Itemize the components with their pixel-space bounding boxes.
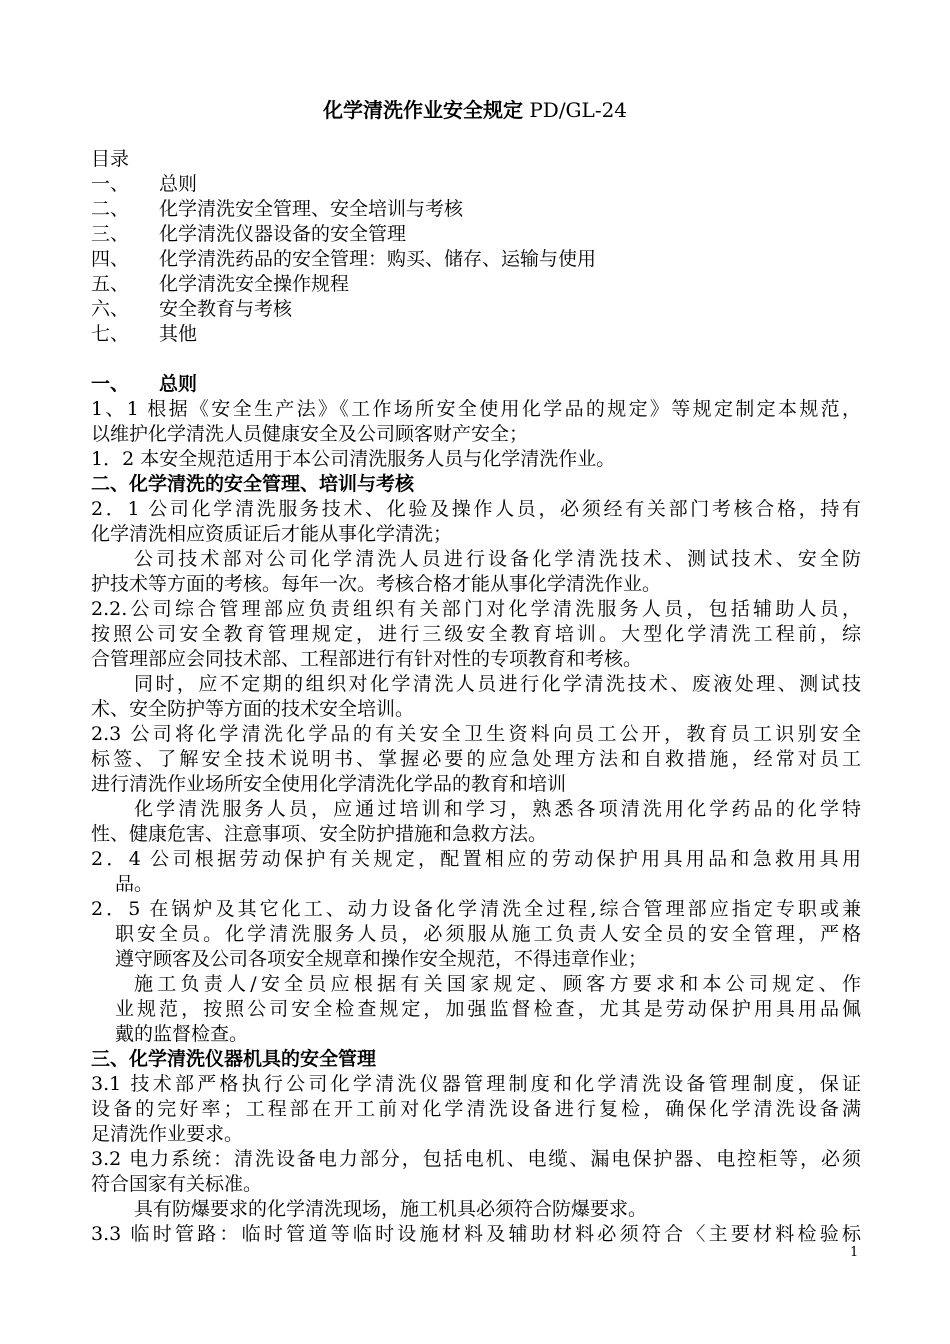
toc-item — [91, 272, 861, 297]
section-number: 一、 — [91, 373, 130, 395]
toc-item-text: 化学清洗安全管理、安全培训与考核 — [159, 198, 464, 220]
spacer — [91, 347, 861, 372]
toc-item-text: 其他 — [159, 323, 198, 345]
paragraph-line: 护技术等方面的考核。每年一次。考核合格才能从事化学清洗作业。 — [91, 573, 662, 595]
section-heading — [91, 372, 861, 397]
paragraph-line: 3.1 技术部严格执行公司化学清洗仪器管理制度和化学清洗设备管理制度，保证 — [91, 1073, 861, 1095]
toc-item-number: 五、 — [91, 273, 130, 295]
paragraph-line: 2.2.公司综合管理部应负责组织有关部门对化学清洗服务人员，包括辅助人员， — [91, 598, 861, 620]
toc-item-text: 化学清洗仪器设备的安全管理 — [159, 223, 407, 245]
paragraph-line: 3.3 临时管路：临时管道等临时设施材料及辅助材料必须符合〈主要材料检验标 — [91, 1223, 861, 1245]
section-heading: 二、化学清洗的安全管理、培训与考核 — [91, 473, 415, 495]
paragraph-line: 2．1 公司化学清洗服务技术、化验及操作人员，必须经有关部门考核合格，持有 — [91, 498, 861, 520]
paragraph-line: 化学清洗相应资质证后才能从事化学清洗； — [91, 523, 453, 545]
paragraph-line: 戴的监督检查。 — [115, 1023, 249, 1045]
paragraph-line: 按照公司安全教育管理规定，进行三级安全教育培训。大型化学清洗工程前，综 — [91, 623, 861, 645]
paragraph-line: 2.3 公司将化学清洗化学品的有关安全卫生资料向员工公开，教育员工识别安全 — [91, 723, 861, 745]
toc-heading: 目录 — [91, 148, 130, 170]
paragraph-line: 具有防爆要求的化学清洗现场，施工机具必须符合防爆要求。 — [134, 1198, 648, 1220]
paragraph-line: 以维护化学清洗人员健康安全及公司顾客财产安全； — [91, 423, 529, 445]
section-title: 总则 — [159, 373, 198, 395]
toc-item — [91, 222, 861, 247]
paragraph-line: 3.2 电力系统：清洗设备电力部分，包括电机、电缆、漏电保护器、电控柜等，必须 — [91, 1148, 861, 1170]
paragraph-line: 遵守顾客及公司各项安全规章和操作安全规范，不得违章作业； — [115, 948, 648, 970]
toc-item-number: 一、 — [91, 173, 130, 195]
paragraph-line: 1、1 根据《安全生产法》《工作场所安全使用化学品的规定》等规定制定本规范， — [91, 398, 861, 420]
paragraph-line: 2．4 公司根据劳动保护有关规定，配置相应的劳动保护用具用品和急救用具用 — [91, 848, 861, 870]
paragraph-line: 标签、了解安全技术说明书、掌握必要的应急处理方法和自救措施，经常对员工 — [91, 748, 861, 770]
toc-item — [91, 172, 861, 197]
toc-item-number: 六、 — [91, 298, 130, 320]
paragraph-line: 化学清洗服务人员，应通过培训和学习，熟悉各项清洗用化学药品的化学特 — [134, 798, 861, 820]
toc-item — [91, 322, 861, 347]
paragraph-line: 2．5 在锅炉及其它化工、动力设备化学清洗全过程,综合管理部应指定专职或兼 — [91, 898, 861, 920]
paragraph-line: 1．2 本安全规范适用于本公司清洗服务人员与化学清洗作业。 — [91, 448, 616, 470]
toc-item-number: 三、 — [91, 223, 130, 245]
document-body — [91, 147, 861, 1247]
paragraph-line: 品。 — [115, 873, 154, 895]
title-text: 化学清洗作业安全规定 — [322, 98, 523, 122]
paragraph-line: 设备的完好率；工程部在开工前对化学清洗设备进行复检，确保化学清洗设备满 — [91, 1098, 861, 1120]
paragraph-line: 同时，应不定期的组织对化学清洗人员进行化学清洗技术、废液处理、测试技 — [134, 673, 861, 695]
toc-item-text: 化学清洗药品的安全管理：购买、储存、运输与使用 — [159, 248, 597, 270]
toc-item-text: 安全教育与考核 — [159, 298, 293, 320]
paragraph-line: 公司技术部对公司化学清洗人员进行设备化学清洗技术、测试技术、安全防 — [134, 548, 861, 570]
section-heading: 三、化学清洗仪器机具的安全管理 — [91, 1048, 377, 1070]
paragraph-line: 合管理部应会同技术部、工程部进行有针对性的专项教育和考核。 — [91, 648, 643, 670]
document-code: PD/GL-24 — [529, 98, 628, 122]
toc-item-text: 总则 — [159, 173, 198, 195]
paragraph-line: 符合国家有关标准。 — [91, 1173, 263, 1195]
paragraph-line: 业规范，按照公司安全检查规定，加强监督检查，尤其是劳动保护用具用品佩 — [115, 998, 861, 1020]
toc-item-number: 四、 — [91, 248, 130, 270]
toc-item — [91, 297, 861, 322]
paragraph-line: 职安全员。化学清洗服务人员，必须服从施工负责人安全员的安全管理，严格 — [115, 923, 861, 945]
toc-item-number: 七、 — [91, 323, 130, 345]
paragraph-line: 术、安全防护等方面的技术安全培训。 — [91, 698, 415, 720]
paragraph-line: 性、健康危害、注意事项、安全防护措施和急救方法。 — [91, 823, 548, 845]
page-number: 1 — [850, 1245, 859, 1260]
table-of-contents — [91, 172, 861, 347]
toc-item — [91, 197, 861, 222]
toc-item-number: 二、 — [91, 198, 130, 220]
paragraph-line: 足清洗作业要求。 — [91, 1123, 244, 1145]
toc-item-text: 化学清洗安全操作规程 — [159, 273, 350, 295]
paragraph-line: 施工负责人/安全员应根据有关国家规定、顾客方要求和本公司规定、作 — [134, 973, 861, 995]
paragraph-line: 进行清洗作业场所安全使用化学清洗化学品的教育和培训 — [91, 773, 567, 795]
page-title — [0, 97, 950, 123]
toc-item — [91, 247, 861, 272]
